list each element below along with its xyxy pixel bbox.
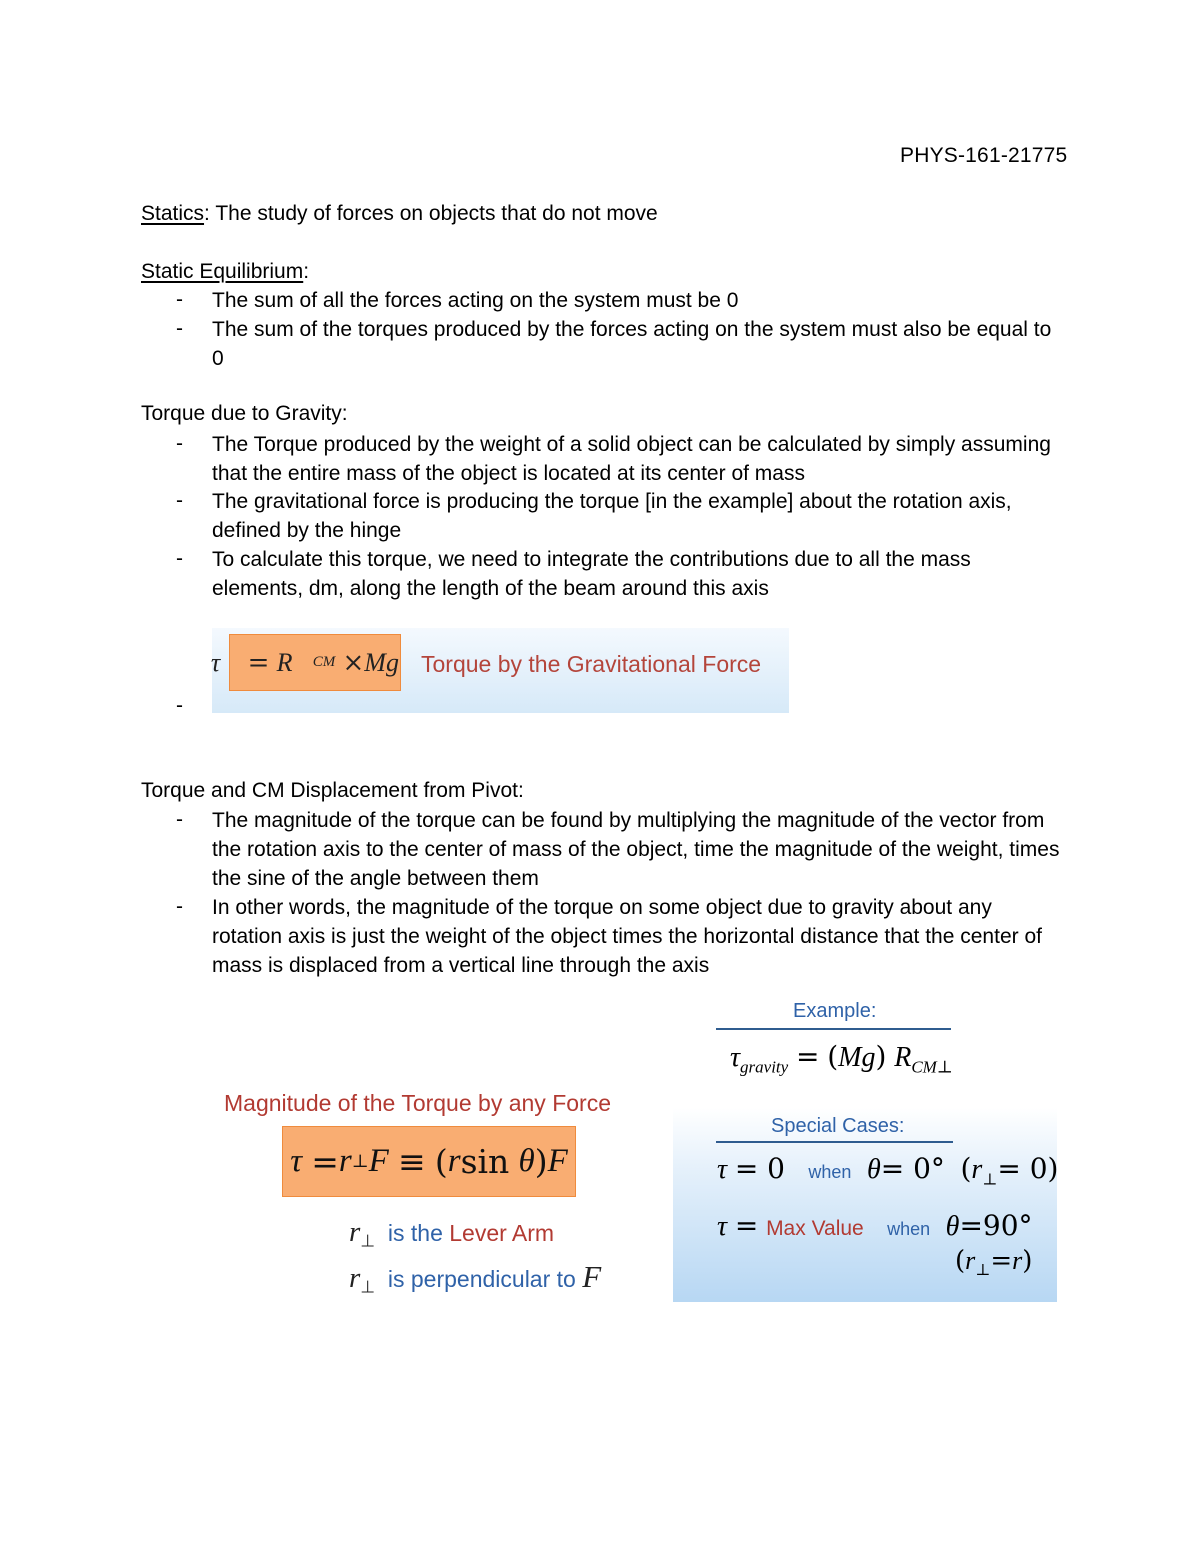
bullet-dash: - — [176, 432, 183, 455]
bullet-dash: - — [176, 694, 183, 717]
bullet-dash: - — [176, 317, 183, 340]
displacement-bullet-2: In other words, the magnitude of the torque on some object due to gravity about any rotation axis is just the weight of the object times the horizontal distance that the center of mass is displaced from a vertical line through the axis — [212, 896, 1042, 977]
max-value-label: Max Value — [766, 1217, 864, 1240]
when-label: when — [808, 1162, 852, 1182]
gravity-bullet-3: To calculate this torque, we need to integrate the contributions due to all the mass elements, dm, along the length of the beam around this axis — [212, 548, 971, 600]
equilibrium-bullet-1: The sum of all the forces acting on the system must be 0 — [212, 289, 739, 312]
gravity-heading: Torque due to Gravity: — [141, 402, 348, 425]
when-label: when — [887, 1219, 931, 1239]
lever-arm-text: is the — [387, 1220, 443, 1246]
lever-arm-line: $r_\perp$ is the Lever Arm — [349, 1216, 555, 1251]
special-cases-divider — [716, 1141, 953, 1143]
bullet-dash: - — [176, 288, 183, 311]
lever-arm-term: Lever Arm — [449, 1220, 555, 1246]
statics-definition: : The study of forces on objects that do not move — [204, 202, 658, 225]
course-code: PHYS-161-21775 — [900, 144, 1068, 167]
bullet-dash: - — [176, 547, 183, 570]
statics-term: Statics — [141, 202, 205, 225]
statics-line — [141, 202, 658, 226]
gravity-torque-formula: τ⃗ = R⃗ CM × Mg⃗ — [229, 634, 401, 691]
example-divider — [716, 1028, 951, 1030]
bullet-dash: - — [176, 895, 183, 918]
equilibrium-bullet-2: The sum of the torques produced by the forces acting on the system must also be equal to 0 — [212, 318, 1052, 370]
example-formula: $\tau_{gravity} = (Mg)$ $R_{CM\perp}$ — [730, 1040, 953, 1078]
bullet-dash: - — [176, 489, 183, 512]
gravity-bullet-2: The gravitational force is producing the torque [in the example] about the rotation axis, defined by the hinge — [212, 490, 1012, 542]
equilibrium-heading: Static Equilibrium — [141, 260, 304, 283]
equilibrium-colon: : — [303, 260, 310, 283]
example-title: Example: — [793, 1000, 877, 1022]
displacement-heading: Torque and CM Displacement from Pivot: — [141, 779, 524, 802]
equilibrium-heading-line — [141, 260, 309, 284]
special-case-zero: τ = 0 when θ= 0° $(r_\perp= 0)$ — [717, 1152, 1059, 1189]
gravity-figure-label: Torque by the Gravitational Force — [421, 651, 762, 677]
bullet-dash: - — [176, 808, 183, 831]
special-cases-title: Special Cases: — [771, 1115, 905, 1137]
special-case-max: τ = Max Value when θ=90° — [717, 1209, 1033, 1242]
perpendicular-line: $r_\perp$ is perpendicular to F⃗ — [349, 1259, 626, 1297]
displacement-bullet-1: The magnitude of the torque can be found by multiplying the magnitude of the vector from the rotation axis to the center of mass of the object, time the magnitude of the weight, times the sine of the angle between them — [212, 809, 1060, 890]
special-case-max-note: $(r_\perp=r)$ — [955, 1246, 1033, 1280]
magnitude-formula: τ = r ⊥ F ≡ ( r sin θ ) F — [282, 1126, 576, 1197]
magnitude-figure-title: Magnitude of the Torque by any Force — [224, 1090, 611, 1116]
perpendicular-text: is perpendicular to — [387, 1266, 576, 1292]
gravity-bullet-1: The Torque produced by the weight of a solid object can be calculated by simply assuming that the entire mass of the object is located at its center of mass — [212, 433, 1051, 485]
